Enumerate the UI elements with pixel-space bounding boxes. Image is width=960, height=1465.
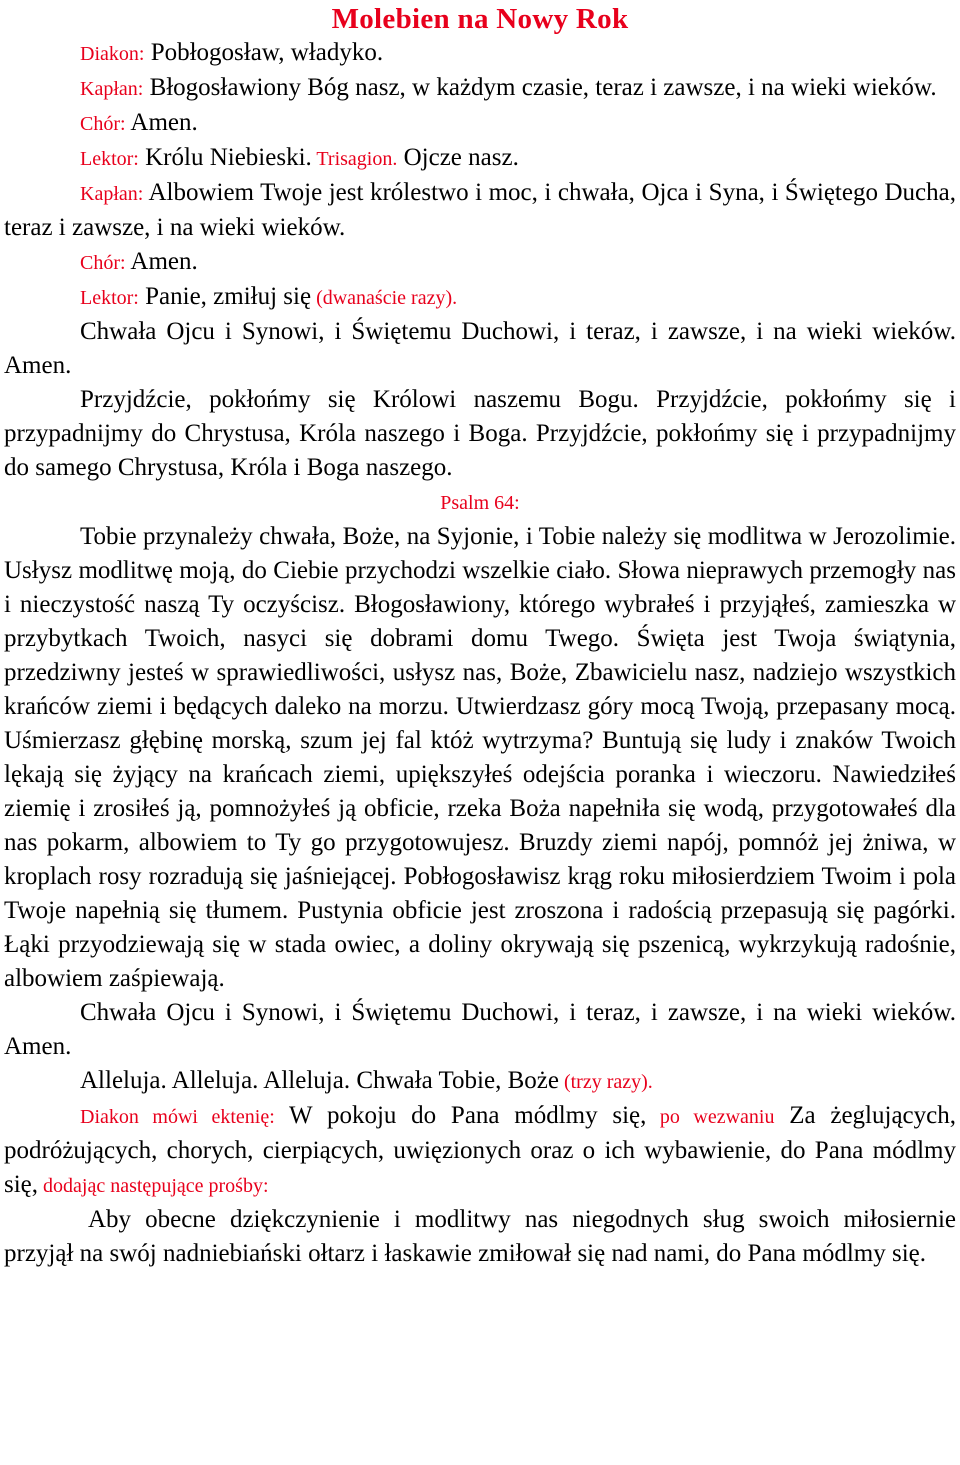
rubric: Diakon mówi ektenię: (80, 1106, 275, 1128)
rubric: po wezwaniu (646, 1106, 775, 1128)
text: Aby obecne dziękczynienie i modlitwy nas niegodnych sług swoich miłosiernie przyjął na swój nadniebiański ołtarz i łaskawie zmiłował się nad nami, do Pana módlmy się. (4, 1206, 956, 1267)
text: Błogosławiony Bóg nasz, w każdym czasie, teraz i zawsze, i na wieki wieków. (143, 74, 937, 101)
text: Amen. (125, 109, 198, 136)
text: Chwała Ojcu i Synowi, i Świętemu Duchowi, i teraz, i zawsze, i na wieki wieków. Amen. (4, 318, 956, 379)
text: Amen. (125, 248, 198, 275)
paragraph-priest-kingdom (4, 176, 956, 245)
text: Pobłogosław, władyko. (144, 39, 384, 66)
rubric: Lektor: (80, 148, 139, 170)
paragraph-come-let-us-worship (4, 383, 956, 485)
document-title: Molebien na Nowy Rok (331, 3, 629, 35)
paragraph-deacon-litany (4, 1099, 956, 1203)
text: Chwała Ojcu i Synowi, i Świętemu Duchowi, i teraz, i zawsze, i na wieki wieków. Amen. (4, 999, 956, 1060)
paragraph-psalm-64 (4, 520, 956, 996)
rubric: Psalm 64: (440, 492, 520, 514)
paragraph-alleluia (4, 1064, 956, 1099)
text: Albowiem Twoje jest królestwo i moc, i chwała, Ojca i Syna, i Świętego Ducha, teraz i zawsze, i na wieki wieków. (4, 179, 956, 241)
paragraph-reader-heavenly-king (4, 141, 956, 176)
rubric: Lektor: (80, 287, 139, 309)
rubric: Chór: (80, 113, 126, 135)
rubric: Kapłan: (80, 183, 144, 205)
paragraph-glory-2 (4, 996, 956, 1064)
paragraph-choir-amen (4, 106, 956, 141)
rubric: Kapłan: (80, 78, 144, 100)
text: Za żeglujących, podróżujących, chorych, cierpiących, uwięzionych oraz o ich wybawienie, do Pana módlmy się, (4, 1102, 956, 1198)
text: Panie, zmiłuj się (138, 283, 312, 310)
paragraph-glory (4, 315, 956, 383)
text: Tobie przynależy chwała, Boże, na Syjonie, i Tobie należy się modlitwa w Jerozolimie. Usłysz modlitwę moją, do Ciebie przychodzi wszelkie ciało. Słowa nieprawych przemogły nas i nieczystość naszą Ty oczyścisz. Błogosławiony, którego wybrałeś i przyjąłeś, zamieszka w przybytkach Twoich, nasyci się dobrami domu Twego. Święta jest Twoja świątynia, przedziwny jesteś w sprawiedliwości, usłysz nas, Boże, Zbawicielu nasz, nadziejo wszystkich krańców ziemi i będących daleko na morzu. Utwierdzasz góry mocą Twoją, przepasany mocą. Uśmierzasz głębinę morską, szum jej fal któż wytrzyma? Buntują się ludy i znaków Twoich lękają się żyjący na krańcach ziemi, upiększyłeś odejścia poranka i wieczoru. Nawiedziłeś ziemię i zrosiłeś ją, pomnożyłeś ją obficie, rzeka Boża napełniła się wodą, przygotowałeś dla nas pokarm, albowiem to Ty go przygotowujesz. Bruzdy ziemi napój, pomnóż jej żniwa, w kroplach rosy rozradują się jaśniejącej. Pobłogosławisz krąg roku miłosierdziem Twoim i pola Twoje napełnią się tłumem. Pustynia obficie jest zroszona i radością przepasują się pagórki. Łąki przyodziewają się w stada owiec, a doliny okrywają się pszenicą, wykrzykują radośnie, albowiem zaśpiewają. (4, 523, 956, 992)
paragraph-choir-amen-2 (4, 245, 956, 280)
text: W pokoju do Pana módlmy się, (274, 1102, 647, 1129)
text: Królu Niebieski. (138, 144, 312, 171)
paragraph-reader-lord-have-mercy (4, 280, 956, 315)
rubric: (dwanaście razy). (311, 287, 458, 309)
paragraph-priest-blessed (4, 71, 956, 106)
psalm-heading (4, 485, 956, 520)
rubric: dodając następujące prośby: (38, 1175, 269, 1197)
paragraph-petition (4, 1203, 956, 1271)
rubric: Chór: (80, 252, 126, 274)
text: Alleluja. Alleluja. Alleluja. Chwała Tobie, Boże (80, 1067, 559, 1094)
text: Przyjdźcie, pokłońmy się Królowi naszemu Bogu. Przyjdźcie, pokłońmy się i przypadnijmy do Chrystusa, Króla naszego i Boga. Przyjdźcie, pokłońmy się i przypadnijmy do samego Chrystusa, Króla i Boga naszego. (4, 386, 956, 481)
rubric: Diakon: (80, 43, 145, 65)
paragraph-deacon-bless (4, 36, 956, 71)
rubric: (trzy razy). (558, 1071, 653, 1093)
rubric: Trisagion. (311, 148, 398, 170)
text: Ojcze nasz. (397, 144, 519, 171)
